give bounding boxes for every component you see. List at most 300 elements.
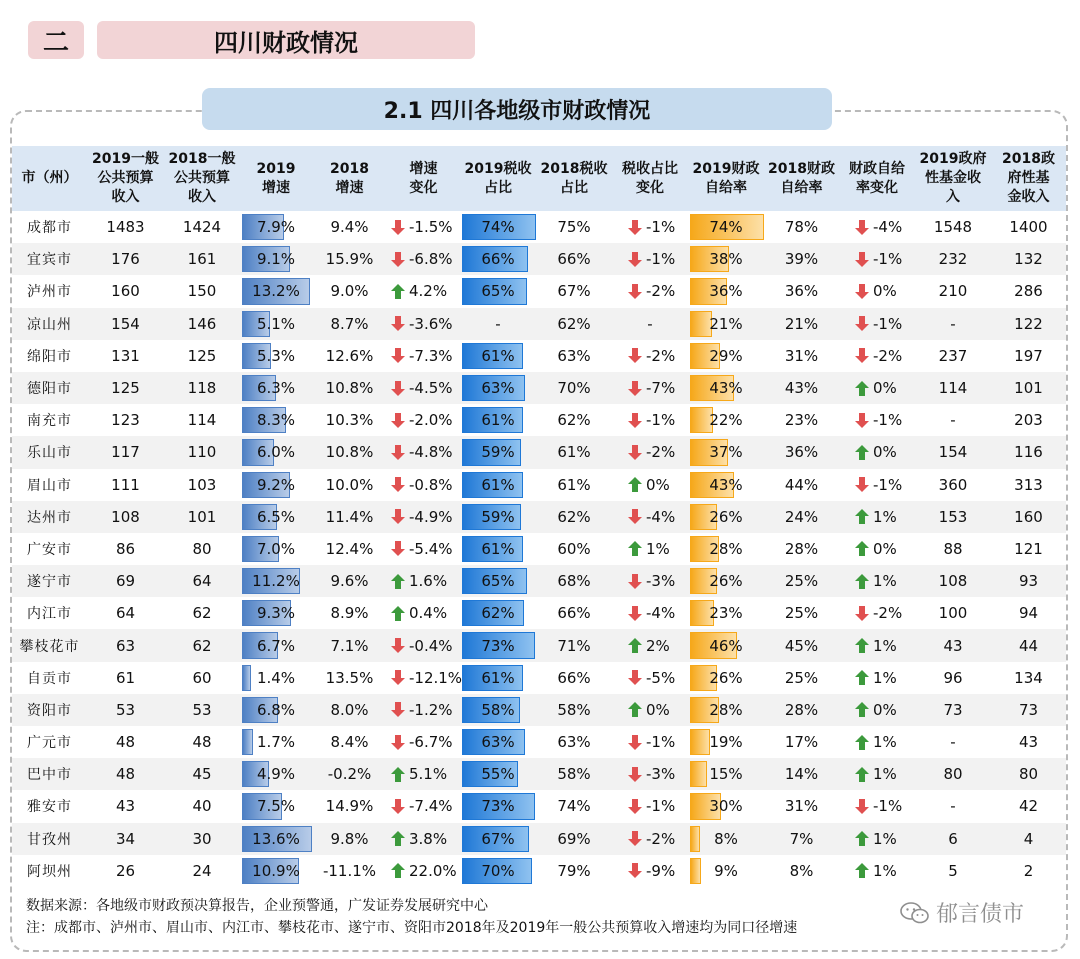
cell-t19: [460, 758, 536, 790]
cell-s18: [764, 372, 839, 404]
cell-r19: [87, 726, 164, 758]
data-bar: [690, 826, 700, 852]
arrow-down-icon: [628, 445, 642, 460]
cell-text: 巴中市: [27, 767, 72, 784]
cell-text: 5.1%: [409, 765, 448, 784]
cell-text: 161: [187, 250, 217, 269]
cell-f18: [991, 404, 1066, 436]
cell-f18: [991, 823, 1066, 855]
cell-text: 73%: [481, 797, 515, 816]
cell-text: 66%: [557, 250, 591, 269]
cell-g18: [312, 629, 387, 661]
cell-text: -5%: [646, 668, 676, 687]
cell-text: 55%: [481, 765, 515, 784]
cell-t19: [460, 694, 536, 726]
cell-f19: [915, 823, 991, 855]
cell-text: 61%: [481, 346, 515, 365]
cell-g19: [240, 275, 312, 307]
cell-text: 28%: [709, 539, 743, 558]
cell-r18: [164, 404, 240, 436]
cell-text: 阿坝州: [27, 863, 72, 880]
cell-text: 67%: [481, 829, 515, 848]
cell-t19: [460, 565, 536, 597]
cell-t18: [536, 501, 612, 533]
cell-city: [12, 855, 87, 887]
cell-f18: [991, 629, 1066, 661]
cell-tchg: [612, 211, 688, 243]
header-f19: 2019政府 性基金收 入: [919, 151, 987, 205]
cell-text: -4.5%: [409, 379, 453, 398]
cell-gchg: [387, 372, 460, 404]
cell-text: 22%: [709, 411, 743, 430]
cell-t19: [460, 372, 536, 404]
cell-text: 10.8%: [325, 443, 374, 462]
cell-text: 31%: [784, 346, 819, 365]
table-row: [12, 372, 1066, 404]
cell-g19: [240, 726, 312, 758]
cell-r19: [87, 565, 164, 597]
cell-text: -0.2%: [327, 765, 372, 784]
cell-r18: [164, 790, 240, 822]
cell-text: -: [495, 314, 501, 333]
cell-text: -7.3%: [409, 346, 453, 365]
cell-city: [12, 243, 87, 275]
cell-text: 70%: [557, 379, 591, 398]
cell-text: -6.7%: [409, 733, 453, 752]
cell-text: 96: [943, 668, 963, 687]
arrow-down-icon: [391, 799, 405, 814]
cell-text: 43: [943, 636, 963, 655]
cell-schg: [839, 436, 915, 468]
arrow-up-icon: [855, 574, 869, 589]
cell-text: 80: [192, 539, 212, 558]
arrow-down-icon: [391, 445, 405, 460]
cell-gchg: [387, 629, 460, 661]
cell-text: 4.2%: [409, 282, 448, 301]
cell-text: 63: [115, 636, 136, 655]
cell-t19: [460, 436, 536, 468]
cell-text: -: [950, 733, 956, 752]
cell-g19: [240, 565, 312, 597]
section-number: 二: [28, 21, 84, 59]
header-r19: 2019一般 公共预算 收入: [92, 151, 159, 205]
cell-city: [12, 758, 87, 790]
cell-r19: [87, 243, 164, 275]
cell-s18: [764, 275, 839, 307]
arrow-up-icon: [391, 574, 405, 589]
cell-t19: [460, 662, 536, 694]
cell-text: 24%: [784, 507, 819, 526]
cell-text: 1424: [182, 218, 222, 237]
cell-text: 9.8%: [330, 829, 369, 848]
cell-text: 43%: [709, 475, 743, 494]
arrow-up-icon: [391, 831, 405, 846]
wechat-icon: [900, 902, 930, 924]
cell-s18: [764, 790, 839, 822]
arrow-down-icon: [628, 574, 642, 589]
cell-t19: [460, 855, 536, 887]
cell-text: -: [950, 411, 956, 430]
cell-t19: [460, 243, 536, 275]
cell-s19: [688, 597, 764, 629]
cell-text: 7.0%: [256, 539, 296, 558]
cell-t18: [536, 726, 612, 758]
cell-s18: [764, 662, 839, 694]
cell-s18: [764, 501, 839, 533]
cell-s18: [764, 597, 839, 629]
cell-t18: [536, 629, 612, 661]
cell-text: 资阳市: [27, 702, 72, 719]
cell-gchg: [387, 436, 460, 468]
cell-g18: [312, 823, 387, 855]
cell-text: 360: [938, 475, 968, 494]
cell-tchg: [612, 308, 688, 340]
cell-g18: [312, 597, 387, 629]
cell-gchg: [387, 308, 460, 340]
cell-text: 232: [938, 250, 968, 269]
cell-tchg: [612, 501, 688, 533]
cell-t19: [460, 404, 536, 436]
table-row: [12, 211, 1066, 243]
cell-text: -2%: [646, 346, 676, 365]
cell-text: 1%: [873, 507, 897, 526]
cell-text: -0.8%: [409, 475, 453, 494]
arrow-down-icon: [628, 767, 642, 782]
cell-t19: [460, 469, 536, 501]
table-row: [12, 823, 1066, 855]
cell-tchg: [612, 372, 688, 404]
cell-text: 123: [111, 411, 140, 430]
cell-gchg: [387, 790, 460, 822]
cell-text: 广安市: [27, 541, 72, 558]
cell-text: 61%: [481, 475, 515, 494]
data-bar: [690, 729, 710, 755]
cell-city: [12, 790, 87, 822]
cell-g18: [312, 726, 387, 758]
cell-text: 1%: [873, 572, 897, 591]
arrow-up-icon: [628, 477, 642, 492]
cell-text: -3%: [646, 765, 676, 784]
arrow-down-icon: [628, 863, 642, 878]
cell-city: [12, 372, 87, 404]
footnotes: [26, 895, 797, 939]
cell-text: 6: [948, 829, 958, 848]
cell-tchg: [612, 436, 688, 468]
cell-text: 74%: [557, 797, 591, 816]
cell-text: 203: [1014, 411, 1043, 430]
cell-text: 62%: [557, 314, 591, 333]
cell-text: 121: [1014, 539, 1043, 558]
cell-s18: [764, 823, 839, 855]
cell-text: 31%: [784, 797, 819, 816]
cell-t19: [460, 501, 536, 533]
cell-text: 75%: [557, 218, 591, 237]
cell-gchg: [387, 533, 460, 565]
cell-text: 9.6%: [330, 572, 369, 591]
cell-text: 8.4%: [330, 733, 369, 752]
cell-g18: [312, 662, 387, 694]
cell-text: 80: [943, 765, 963, 784]
cell-text: 42: [1018, 797, 1039, 816]
arrow-down-icon: [628, 509, 642, 524]
cell-city: [12, 275, 87, 307]
cell-text: 8%: [789, 861, 814, 880]
cell-text: 28%: [709, 700, 743, 719]
cell-g19: [240, 694, 312, 726]
cell-gchg: [387, 469, 460, 501]
cell-city: [12, 501, 87, 533]
cell-city: [12, 533, 87, 565]
cell-r19: [87, 855, 164, 887]
cell-g19: [240, 597, 312, 629]
arrow-up-icon: [855, 509, 869, 524]
cell-tchg: [612, 726, 688, 758]
cell-text: 1483: [106, 218, 145, 237]
cell-f18: [991, 243, 1066, 275]
cell-city: [12, 436, 87, 468]
header-t18: 2018税收 占比: [540, 160, 608, 196]
cell-text: 达州市: [27, 509, 72, 526]
cell-text: 遂宁市: [27, 574, 72, 591]
cell-text: 自贡市: [27, 670, 72, 687]
cell-text: 73: [943, 700, 963, 719]
cell-text: 0%: [646, 475, 670, 494]
table-row: [12, 855, 1066, 887]
cell-text: 46%: [709, 636, 743, 655]
cell-t18: [536, 404, 612, 436]
cell-g19: [240, 758, 312, 790]
cell-text: 63%: [481, 379, 515, 398]
arrow-down-icon: [391, 509, 405, 524]
header-schg: 财政自给 率变化: [849, 160, 905, 196]
table-title: 2.1 四川各地级市财政情况: [202, 88, 832, 130]
arrow-down-icon: [391, 348, 405, 363]
cell-r19: [87, 372, 164, 404]
cell-text: 绵阳市: [27, 348, 72, 365]
cell-schg: [839, 855, 915, 887]
cell-schg: [839, 629, 915, 661]
cell-text: 110: [187, 443, 217, 462]
arrow-down-icon: [628, 252, 642, 267]
cell-text: -6.8%: [409, 250, 453, 269]
cell-text: 1%: [873, 668, 897, 687]
cell-text: 13.6%: [252, 829, 300, 848]
arrow-down-icon: [855, 799, 869, 814]
cell-text: 1%: [873, 636, 897, 655]
cell-g18: [312, 790, 387, 822]
cell-text: 86: [115, 539, 136, 558]
cell-text: -1%: [873, 797, 903, 816]
cell-text: 10.8%: [325, 379, 374, 398]
cell-text: 134: [1014, 668, 1043, 687]
cell-g19: [240, 662, 312, 694]
cell-gchg: [387, 823, 460, 855]
cell-r18: [164, 565, 240, 597]
cell-tchg: [612, 823, 688, 855]
cell-text: 74%: [709, 218, 743, 237]
cell-text: 63%: [557, 733, 591, 752]
cell-f19: [915, 404, 991, 436]
cell-s19: [688, 629, 764, 661]
cell-r19: [87, 823, 164, 855]
cell-schg: [839, 694, 915, 726]
cell-text: 62: [192, 636, 212, 655]
table-row: [12, 533, 1066, 565]
cell-text: 150: [187, 282, 217, 301]
data-bar: [690, 858, 701, 884]
cell-text: 80: [1018, 765, 1039, 784]
cell-f19: [915, 629, 991, 661]
cell-gchg: [387, 855, 460, 887]
cell-f19: [915, 662, 991, 694]
cell-g18: [312, 372, 387, 404]
cell-tchg: [612, 629, 688, 661]
cell-r19: [87, 211, 164, 243]
cell-s18: [764, 565, 839, 597]
cell-r19: [87, 694, 164, 726]
cell-text: 66%: [557, 604, 591, 623]
cell-text: 21%: [709, 314, 743, 333]
cell-text: 44%: [784, 475, 819, 494]
cell-text: 125: [187, 346, 217, 365]
cell-text: 21%: [784, 314, 819, 333]
arrow-down-icon: [628, 381, 642, 396]
table-row: [12, 726, 1066, 758]
cell-f18: [991, 308, 1066, 340]
cell-text: 61: [115, 668, 136, 687]
cell-tchg: [612, 758, 688, 790]
cell-t18: [536, 790, 612, 822]
table-body: [12, 211, 1066, 887]
cell-text: 29%: [709, 346, 743, 365]
arrow-down-icon: [855, 252, 869, 267]
cell-text: -1%: [873, 411, 903, 430]
cell-schg: [839, 758, 915, 790]
cell-f18: [991, 211, 1066, 243]
cell-g18: [312, 436, 387, 468]
cell-text: 2%: [646, 636, 670, 655]
cell-text: 8.3%: [256, 411, 296, 430]
cell-f19: [915, 436, 991, 468]
cell-text: 60: [192, 668, 212, 687]
cell-text: 146: [187, 314, 217, 333]
cell-text: -1%: [646, 250, 676, 269]
cell-tchg: [612, 469, 688, 501]
cell-s19: [688, 662, 764, 694]
cell-gchg: [387, 211, 460, 243]
cell-text: 101: [1014, 379, 1043, 398]
cell-t19: [460, 308, 536, 340]
cell-g18: [312, 533, 387, 565]
cell-text: 45%: [784, 636, 819, 655]
cell-text: 39%: [784, 250, 819, 269]
cell-text: 237: [938, 346, 968, 365]
cell-text: 广元市: [27, 735, 72, 752]
table-row: [12, 275, 1066, 307]
header-g18: 2018 增速: [330, 160, 369, 196]
cell-f19: [915, 469, 991, 501]
cell-text: 62%: [481, 604, 515, 623]
cell-s19: [688, 758, 764, 790]
cell-t19: [460, 597, 536, 629]
cell-g19: [240, 372, 312, 404]
cell-text: 1%: [873, 829, 897, 848]
cell-text: 36%: [784, 282, 819, 301]
section-title: 四川财政情况: [97, 21, 475, 59]
cell-text: 14%: [784, 765, 819, 784]
arrow-up-icon: [855, 541, 869, 556]
cell-r18: [164, 275, 240, 307]
cell-text: 攀枝花市: [19, 638, 80, 655]
arrow-down-icon: [628, 670, 642, 685]
cell-g18: [312, 308, 387, 340]
cell-text: 1%: [873, 861, 897, 880]
cell-text: -2.0%: [409, 411, 453, 430]
cell-s19: [688, 275, 764, 307]
cell-tchg: [612, 790, 688, 822]
cell-text: -2%: [646, 829, 676, 848]
cell-tchg: [612, 243, 688, 275]
cell-s18: [764, 726, 839, 758]
arrow-down-icon: [391, 702, 405, 717]
cell-schg: [839, 662, 915, 694]
cell-text: 1.6%: [409, 572, 448, 591]
cell-r19: [87, 275, 164, 307]
cell-text: -1%: [873, 314, 903, 333]
data-bar: [690, 761, 707, 787]
cell-text: -: [950, 797, 956, 816]
cell-city: [12, 404, 87, 436]
cell-text: -1.5%: [409, 218, 453, 237]
cell-text: 23%: [784, 411, 819, 430]
header-s19: 2019财政 自给率: [692, 160, 760, 196]
cell-text: 26%: [709, 572, 743, 591]
cell-text: 眉山市: [27, 477, 72, 494]
cell-gchg: [387, 694, 460, 726]
cell-text: 74%: [481, 218, 515, 237]
cell-text: 22.0%: [409, 861, 457, 880]
table-row: [12, 758, 1066, 790]
cell-schg: [839, 340, 915, 372]
cell-text: 160: [1014, 507, 1043, 526]
cell-text: 69%: [557, 829, 591, 848]
arrow-down-icon: [855, 413, 869, 428]
cell-schg: [839, 790, 915, 822]
cell-s19: [688, 372, 764, 404]
cell-schg: [839, 211, 915, 243]
cell-text: -1.2%: [409, 700, 453, 719]
cell-text: 5.3%: [256, 346, 296, 365]
cell-text: 23%: [709, 604, 743, 623]
arrow-down-icon: [855, 606, 869, 621]
cell-g19: [240, 501, 312, 533]
cell-text: -3%: [646, 572, 676, 591]
cell-text: -: [647, 314, 653, 333]
cell-text: 43%: [784, 379, 819, 398]
cell-s18: [764, 533, 839, 565]
cell-tchg: [612, 694, 688, 726]
cell-text: 4: [1023, 829, 1034, 848]
cell-text: 德阳市: [27, 381, 72, 398]
cell-text: 7%: [789, 829, 814, 848]
cell-r19: [87, 340, 164, 372]
cell-t19: [460, 629, 536, 661]
cell-text: 48: [115, 733, 136, 752]
cell-text: 62: [192, 604, 212, 623]
cell-text: 8.0%: [330, 700, 369, 719]
table-row: [12, 597, 1066, 629]
cell-f18: [991, 694, 1066, 726]
